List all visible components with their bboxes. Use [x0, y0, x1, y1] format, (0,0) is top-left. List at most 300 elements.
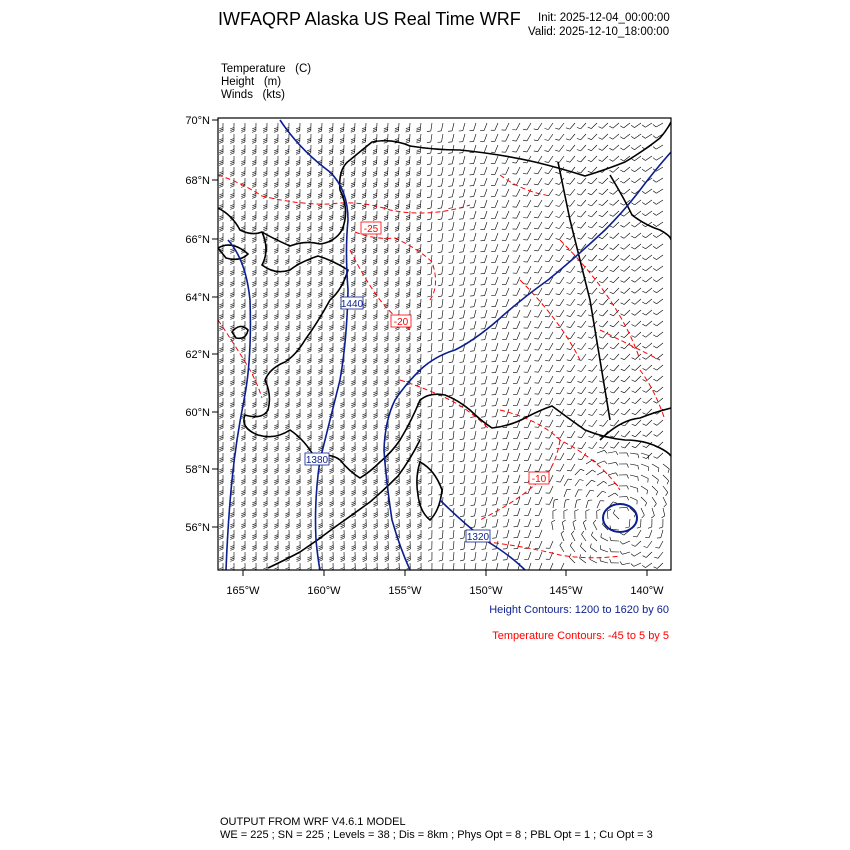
wind-barb-flag [460, 439, 464, 440]
wind-barb [549, 255, 553, 262]
wind-barb-flag [340, 263, 344, 264]
wind-barb [592, 343, 597, 349]
wind-barb-flag [351, 238, 355, 239]
wind-barb [646, 365, 652, 370]
wind-barb [549, 266, 553, 273]
wind-barb-flag [407, 538, 411, 540]
wind-barb-flag [241, 483, 245, 484]
wind-barb-flag [219, 326, 223, 327]
wind-barb-flag [329, 304, 333, 305]
wind-barb-flag [318, 227, 322, 228]
wind-barb-flag [653, 213, 656, 215]
wind-barb-flag [362, 239, 366, 240]
wind-barb-flag [448, 208, 452, 209]
wind-barb-flag [341, 557, 345, 559]
wind-barb-flag [448, 175, 452, 176]
wind-barb-flag [627, 453, 629, 457]
wind-barb [474, 354, 476, 362]
wind-barb-flag [362, 263, 366, 264]
wind-barb-flag [407, 547, 411, 549]
wind-barb-flag [296, 293, 300, 294]
wind-barb-flag [318, 393, 322, 395]
wind-barb-flag [285, 219, 289, 220]
wind-barb-flag [417, 285, 421, 286]
wind-barb-flag [523, 173, 527, 174]
wind-barb-flag [230, 450, 234, 451]
wind-barb-flag [263, 175, 267, 176]
wind-barb-flag [230, 417, 234, 418]
wind-barb-flag [373, 395, 377, 397]
wind-barb-flag [241, 161, 245, 162]
wind-barb-flag [384, 304, 388, 305]
wind-barb [485, 519, 487, 527]
wind-barb-flag [307, 128, 311, 129]
wind-barb-flag [340, 437, 344, 439]
wind-barb-flag [318, 307, 322, 308]
wind-barb-flag [230, 351, 234, 352]
wind-barb-flag [252, 384, 256, 385]
wind-barb-flag [362, 153, 366, 154]
wind-barb-flag [439, 560, 443, 561]
wind-barb [517, 431, 520, 439]
wind-barb-flag [263, 184, 267, 185]
wind-barb-flag [219, 139, 223, 140]
wind-barb-flag [395, 162, 399, 163]
wind-barb [431, 222, 432, 230]
wind-barb-flag [632, 369, 636, 371]
wind-barb-flag [241, 131, 245, 132]
wind-barb-flag [362, 349, 366, 351]
wind-barb [592, 266, 597, 272]
wind-barb-flag [230, 362, 234, 363]
wind-barb-flag [318, 340, 322, 341]
wind-barb-flag [417, 238, 421, 239]
wind-barb-flag [588, 337, 592, 338]
wind-barb [646, 431, 652, 437]
wind-barb-flag [252, 282, 256, 283]
wind-barb-flag [427, 274, 431, 275]
wind-barb-flag [263, 557, 267, 559]
wind-barb-flag [219, 195, 223, 197]
wind-barb-flag [610, 248, 614, 250]
wind-barb-flag [230, 436, 234, 437]
wind-barb-flag [417, 535, 421, 536]
wind-barb-flag [481, 505, 485, 506]
wind-barb-flag [351, 164, 355, 165]
field-name: Winds [221, 89, 253, 101]
wind-barb [592, 299, 597, 305]
wind-barb-flag [219, 406, 223, 407]
wind-barb-flag [241, 371, 245, 373]
wind-barb-flag [439, 461, 443, 462]
wind-barb-flag [438, 285, 442, 286]
wind-barb [560, 299, 564, 306]
wind-barb [608, 462, 616, 464]
wind-barb-flag [219, 338, 223, 340]
wind-barb-flag [449, 252, 453, 253]
wind-barb-flag [230, 282, 234, 283]
wind-barb [485, 376, 487, 384]
wind-barb-flag [642, 202, 645, 204]
wind-barb-flag [252, 393, 256, 395]
wind-barb-flag [604, 481, 607, 483]
wind-barb [622, 563, 630, 565]
wind-barb-flag [428, 351, 432, 352]
wind-barb-flag [307, 228, 311, 229]
wind-barb [453, 464, 454, 472]
wind-barb-flag [340, 261, 344, 262]
wind-barb [635, 266, 641, 271]
wind-barb-flag [395, 426, 399, 428]
wind-barb-flag [230, 206, 234, 207]
wind-barb-flag [373, 249, 377, 250]
wind-barb-flag [318, 142, 322, 143]
wind-barb-flag [384, 294, 388, 295]
wind-barb-flag [230, 294, 234, 296]
wind-barb-flag [384, 371, 388, 373]
wind-barb [624, 365, 630, 371]
wind-barb-flag [252, 172, 256, 173]
wind-barb [614, 398, 619, 404]
wind-barb [527, 167, 531, 174]
wind-barb-flag [285, 238, 289, 239]
wind-barb-flag [241, 142, 245, 143]
wind-barb-flag [340, 469, 344, 471]
wind-barb-flag [632, 302, 636, 304]
wind-barb-flag [252, 217, 256, 218]
wind-barb-flag [252, 558, 256, 560]
wind-barb [495, 178, 498, 185]
wind-barb [645, 156, 652, 161]
wind-barb-flag [352, 538, 356, 540]
wind-barb-flag [241, 373, 245, 374]
wind-barb-flag [307, 282, 311, 283]
wind-barb-flag [241, 359, 245, 360]
wind-barb-flag [384, 250, 388, 251]
wind-barb-flag [263, 393, 267, 395]
wind-barb-flag [567, 470, 571, 471]
wind-barb-flag [362, 351, 366, 352]
wind-barb-flag [230, 293, 234, 294]
wind-barb-flag [470, 439, 474, 440]
wind-barb-flag [263, 403, 267, 404]
wind-barb-flag [296, 318, 300, 319]
wind-barb-flag [274, 184, 278, 185]
wind-barb-flag [285, 338, 289, 340]
wind-barb-flag [395, 260, 399, 261]
wind-barb-flag [492, 571, 496, 572]
wind-barb-flag [307, 239, 311, 240]
wind-barb-flag [263, 535, 267, 536]
wind-barb-flag [395, 469, 399, 471]
wind-barb-flag [230, 272, 234, 274]
wind-barb-flag [407, 560, 411, 562]
wind-barb-flag [341, 527, 345, 529]
wind-barb-flag [241, 206, 245, 207]
wind-barb-flag [552, 520, 555, 522]
wind-barb-flag [219, 395, 223, 396]
wind-barb [538, 178, 542, 185]
wind-barb [484, 134, 487, 142]
wind-barb-flag [241, 538, 245, 539]
wind-barb-flag [230, 274, 234, 275]
wind-barb-flag [329, 404, 333, 406]
wind-barb-flag [296, 516, 300, 518]
wind-barb-flag [274, 162, 278, 163]
wind-barb-flag [219, 293, 223, 294]
wind-barb [582, 387, 587, 394]
wind-barb [484, 222, 487, 230]
wind-barb-flag [571, 531, 574, 534]
wind-barb-flag [252, 359, 256, 360]
wind-barb [507, 530, 509, 538]
wind-barb-flag [230, 315, 234, 316]
wind-barb-flag [460, 505, 464, 506]
wind-barb [635, 244, 641, 249]
wind-barb [464, 464, 465, 472]
wind-barb [420, 244, 421, 252]
wind-barb-flag [307, 296, 311, 297]
wind-barb-flag [307, 208, 311, 209]
wind-barb [586, 490, 590, 497]
wind-barb-flag [263, 415, 267, 417]
wind-barb-flag [274, 450, 278, 452]
wind-barb-flag [274, 263, 278, 264]
wind-barb-flag [417, 384, 421, 385]
wind-barb [442, 420, 443, 428]
wind-barb-flag [230, 228, 234, 229]
wind-barb-flag [274, 428, 278, 429]
wind-barb-flag [341, 547, 345, 549]
wind-barb-flag [384, 340, 388, 341]
wind-barb [475, 486, 477, 494]
wind-barb-flag [329, 326, 333, 327]
wind-barb [484, 200, 487, 208]
wind-barb-flag [274, 326, 278, 327]
wind-barb-flag [523, 195, 527, 196]
wind-barb-flag [417, 536, 421, 538]
wind-barb-flag [567, 415, 571, 416]
wind-barb [475, 508, 476, 516]
wind-barb-flag [230, 195, 234, 196]
wind-barb-flag [599, 392, 603, 393]
wind-barb-flag [470, 373, 474, 374]
wind-barb [495, 211, 498, 219]
wind-barb [570, 134, 575, 140]
wind-barb-flag [318, 293, 322, 294]
wind-barb-flag [329, 459, 333, 461]
wind-barb-flag [588, 204, 592, 206]
wind-barb [453, 475, 454, 483]
wind-barb [602, 211, 608, 217]
wind-barb [538, 321, 542, 328]
wind-barb [517, 211, 521, 218]
wind-barb-flag [351, 360, 355, 362]
wind-barb-flag [438, 307, 442, 308]
wind-barb-flag [307, 252, 311, 253]
wind-barb-flag [219, 172, 223, 173]
wind-barb-flag [534, 317, 538, 318]
wind-barb-flag [512, 152, 516, 153]
wind-barb-flag [274, 283, 278, 284]
wind-barb-flag [307, 175, 311, 176]
wind-barb-flag [621, 281, 625, 283]
wind-barb-flag [643, 435, 647, 437]
wind-barb-flag [417, 568, 421, 570]
wind-barb-flag [395, 382, 399, 384]
wind-barb-flag [296, 373, 300, 374]
wind-barb-flag [351, 285, 355, 286]
wind-barb-flag [263, 513, 267, 514]
wind-barb [463, 167, 465, 175]
wind-barb-flag [385, 524, 389, 526]
wind-barb [570, 546, 575, 552]
wind-barb-flag [460, 461, 464, 462]
wind-barb-flag [285, 373, 289, 374]
nunivak-island [232, 326, 248, 338]
wind-barb-flag [395, 172, 399, 173]
wind-barb [613, 222, 619, 228]
wind-barb [656, 244, 663, 249]
wind-barb-flag [588, 193, 592, 195]
wind-barb-flag [599, 348, 603, 349]
wind-barb [528, 464, 531, 471]
wind-barb-flag [351, 426, 355, 428]
wind-barb [559, 222, 564, 229]
wind-barb-flag [219, 239, 223, 241]
wind-barb-flag [653, 346, 656, 348]
wind-barb-flag [285, 263, 289, 264]
wind-barb [657, 431, 663, 436]
wind-barb-flag [329, 481, 333, 483]
wind-barb-flag [395, 205, 399, 206]
wind-barb [516, 156, 520, 163]
wind-barb-flag [252, 293, 256, 294]
wind-barb-flag [274, 316, 278, 317]
wind-barb-flag [352, 546, 356, 548]
wind-barb [463, 123, 465, 131]
wind-barb-flag [523, 229, 527, 230]
wind-barb [442, 409, 443, 417]
wind-barb-flag [545, 195, 549, 196]
wind-barb-flag [263, 294, 267, 295]
wind-barb-flag [644, 547, 648, 548]
wind-barb-flag [296, 524, 300, 526]
wind-barb-flag [492, 560, 496, 561]
wind-barb-flag [274, 417, 278, 418]
wind-barb-flag [296, 250, 300, 251]
lon-label: 140°W [630, 585, 664, 597]
wind-barb-flag [285, 260, 289, 261]
wind-barb-flag [406, 403, 410, 404]
wind-barb-flag [285, 285, 289, 286]
wind-barb-flag [384, 274, 388, 275]
wind-barb [442, 475, 443, 483]
wind-barb-flag [318, 337, 322, 338]
wind-barb-flag [351, 260, 355, 261]
wind-barb-flag [588, 370, 592, 371]
wind-barb-flag [578, 382, 582, 383]
wind-barb [539, 508, 542, 515]
wind-barb-flag [362, 194, 366, 195]
wind-barb-flag [610, 403, 614, 404]
wind-barb-flag [263, 568, 267, 570]
wind-barb [496, 497, 498, 505]
wind-barb-flag [241, 348, 245, 349]
wind-barb [506, 167, 509, 174]
wind-barb-flag [555, 150, 559, 151]
wind-barb [527, 266, 531, 273]
wind-barb-flag [406, 393, 410, 395]
wind-barb-flag [330, 483, 334, 485]
wind-barb [496, 343, 499, 351]
wind-barb [549, 387, 553, 394]
wind-barb-flag [285, 382, 289, 384]
wind-barb [420, 211, 421, 219]
wind-barb-flag [373, 139, 377, 140]
wind-barb-flag [406, 274, 410, 275]
wind-barb-flag [384, 373, 388, 374]
wind-barb-flag [396, 524, 400, 526]
wind-barb [442, 277, 443, 285]
wind-barb-flag [318, 481, 322, 483]
wind-barb [528, 453, 531, 460]
wind-barb-flag [384, 194, 388, 195]
wind-barb-flag [417, 261, 421, 262]
wind-barb-flag [642, 515, 645, 518]
wind-barb-flag [384, 217, 388, 218]
wind-barb-flag [417, 360, 421, 361]
wind-barb-flag [296, 208, 300, 209]
wind-barb-flag [318, 283, 322, 284]
wind-barb-flag [340, 417, 344, 419]
wind-barb-flag [396, 527, 400, 529]
wind-barb-flag [318, 228, 322, 229]
wind-barb-flag [285, 406, 289, 407]
wind-barb-flag [340, 162, 344, 163]
wind-barb-flag [285, 403, 289, 404]
wind-barb-flag [296, 153, 300, 154]
wind-barb [635, 387, 641, 393]
wind-barb [496, 431, 498, 439]
wind-barb [463, 189, 465, 197]
wind-barb-flag [556, 239, 560, 240]
wind-barb [635, 332, 641, 337]
wind-barb-flag [658, 468, 659, 472]
wind-barb-flag [318, 304, 322, 305]
wind-barb-flag [318, 406, 322, 407]
wind-barb [463, 299, 465, 307]
wind-barb-flag [351, 395, 355, 397]
wind-barb [517, 475, 520, 483]
wind-barb-flag [406, 447, 410, 449]
wind-barb-flag [384, 183, 388, 184]
wind-barb-flag [307, 217, 311, 218]
wind-barb-flag [417, 428, 421, 429]
wind-barb-flag [581, 469, 585, 471]
wind-barb-flag [438, 131, 442, 132]
wind-barb-flag [230, 338, 234, 340]
wind-barb-flag [263, 129, 267, 130]
wind-barb-flag [263, 480, 267, 481]
wind-barb-flag [263, 439, 267, 440]
wind-barb-flag [620, 137, 623, 139]
wind-barb-flag [307, 503, 311, 505]
wind-barb [657, 420, 663, 425]
wind-barb [656, 211, 663, 215]
longitude-axis [226, 570, 664, 597]
wind-barb-flag [449, 384, 453, 385]
